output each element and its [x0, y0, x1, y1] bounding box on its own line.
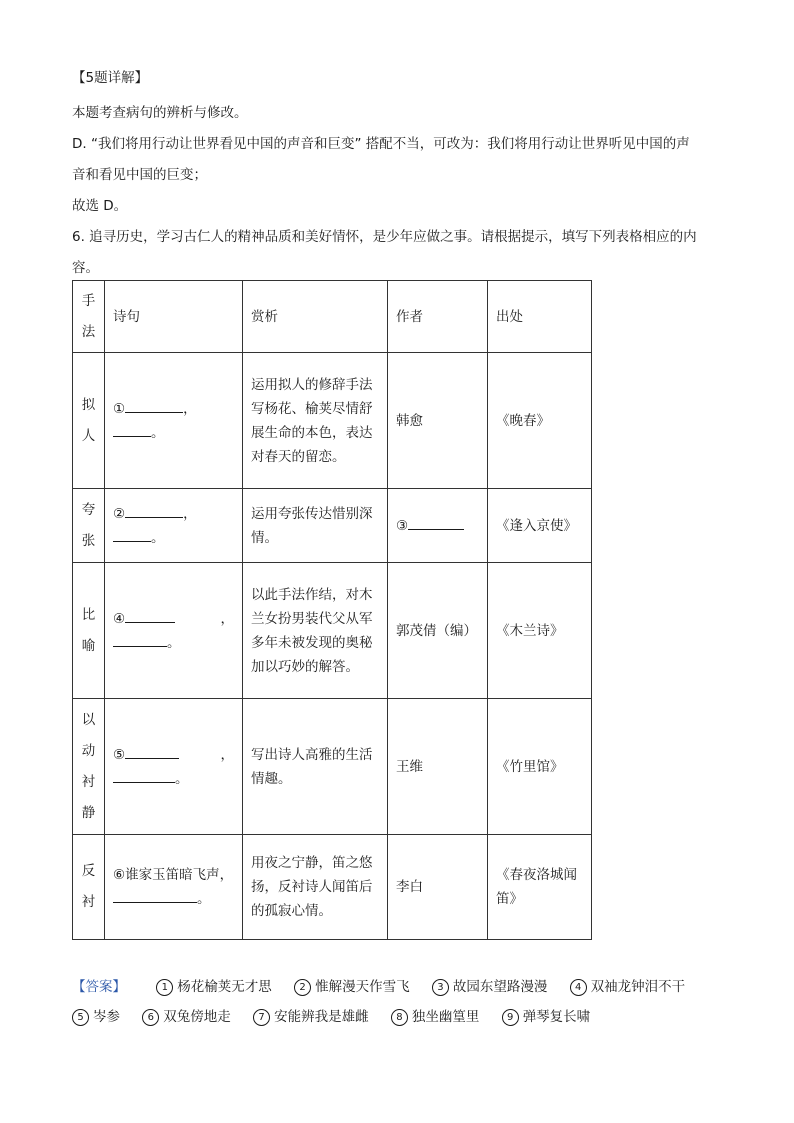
- analysis-cell: 运用拟人的修辞手法写杨花、榆荚尽情舒展生命的本色，表达对春天的留恋。: [243, 353, 388, 489]
- source-cell: 《晚春》: [488, 353, 592, 489]
- analysis-cell: 用夜之宁静，笛之悠扬，反衬诗人闻笛后的孤寂心情。: [243, 835, 388, 940]
- answer-item: 2 惟解漫天作雪飞: [294, 972, 410, 1002]
- answer-item: 3 故园东望路漫漫: [432, 972, 548, 1002]
- header-analysis: 赏析: [243, 281, 388, 353]
- fill-blank[interactable]: [113, 888, 197, 903]
- header-method: 手 法: [73, 281, 105, 353]
- author-cell: 王维: [388, 699, 488, 835]
- fill-blank[interactable]: [125, 744, 179, 759]
- method-cell: 拟 人: [73, 353, 105, 489]
- source-cell: 《竹里馆》: [488, 699, 592, 835]
- fill-blank[interactable]: [408, 515, 464, 530]
- table-row: [73, 489, 592, 563]
- answer-block: [72, 972, 732, 1032]
- header-author: 作者: [388, 281, 488, 353]
- section5-heading: 【5题详解】: [72, 70, 149, 86]
- section5-intro: 本题考查病句的辨析与修改。: [72, 105, 248, 121]
- fill-blank[interactable]: [113, 527, 151, 542]
- answer-item: 7 安能辨我是雄雌: [253, 1002, 369, 1032]
- answer-item: 1 杨花榆荚无才思: [156, 972, 272, 1002]
- method-cell: 夸 张: [73, 489, 105, 563]
- header-poem: 诗句: [105, 281, 243, 353]
- answer-item: 8 独坐幽篁里: [391, 1002, 480, 1032]
- answer-item: 9 弹琴复长啸: [502, 1002, 591, 1032]
- section5-line3: 故选 D。: [72, 198, 128, 214]
- section5-line1: D. “我们将用行动让世界看见中国的声音和巨变” 搭配不当，可改为：我们将用行动让世界听见中国的声: [72, 136, 690, 152]
- section5-line2: 音和看见中国的巨变；: [72, 167, 207, 183]
- fill-blank[interactable]: [125, 503, 183, 518]
- author-cell: ③: [388, 489, 488, 563]
- method-cell: 以 动 衬 静: [73, 699, 105, 835]
- q6-line1: 6. 追寻历史，学习古仁人的精神品质和美好情怀，是少年应做之事。请根据提示，填写下列表格相应的内: [72, 229, 697, 245]
- answer-item: 6 双兔傍地走: [142, 1002, 231, 1032]
- method-cell: 反 衬: [73, 835, 105, 940]
- fill-blank[interactable]: [113, 422, 151, 437]
- author-cell: 李白: [388, 835, 488, 940]
- fill-blank[interactable]: [113, 768, 175, 783]
- fill-blank[interactable]: [113, 632, 167, 647]
- analysis-cell: 写出诗人高雅的生活情趣。: [243, 699, 388, 835]
- table-row: [73, 699, 592, 835]
- poem-cell: ⑥谁家玉笛暗飞声， 。: [105, 835, 243, 940]
- table-row: [73, 835, 592, 940]
- poem-cell: ① ，。: [105, 353, 243, 489]
- fill-blank[interactable]: [125, 608, 175, 623]
- source-cell: 《逢入京使》: [488, 489, 592, 563]
- poem-cell: ⑤ ， 。: [105, 699, 243, 835]
- table-row: [73, 353, 592, 489]
- analysis-cell: 运用夸张传达惜别深情。: [243, 489, 388, 563]
- poetry-table: [72, 280, 592, 940]
- table-header-row: [73, 281, 592, 353]
- answer-label: 【答案】: [72, 979, 126, 995]
- author-cell: 韩愈: [388, 353, 488, 489]
- method-cell: 比 喻: [73, 563, 105, 699]
- fill-blank[interactable]: [125, 398, 183, 413]
- q6-line2: 容。: [72, 260, 99, 276]
- author-cell: 郭茂倩（编）: [388, 563, 488, 699]
- table-row: [73, 563, 592, 699]
- analysis-cell: 以此手法作结，对木兰女扮男装代父从军多年未被发现的奥秘加以巧妙的解答。: [243, 563, 388, 699]
- answer-item: 4 双袖龙钟泪不干: [570, 972, 686, 1002]
- source-cell: 《木兰诗》: [488, 563, 592, 699]
- header-source: 出处: [488, 281, 592, 353]
- answer-item: 5 岑参: [72, 1002, 120, 1032]
- poem-cell: ② ，。: [105, 489, 243, 563]
- source-cell: 《春夜洛城闻笛》: [488, 835, 592, 940]
- poem-cell: ④ ， 。: [105, 563, 243, 699]
